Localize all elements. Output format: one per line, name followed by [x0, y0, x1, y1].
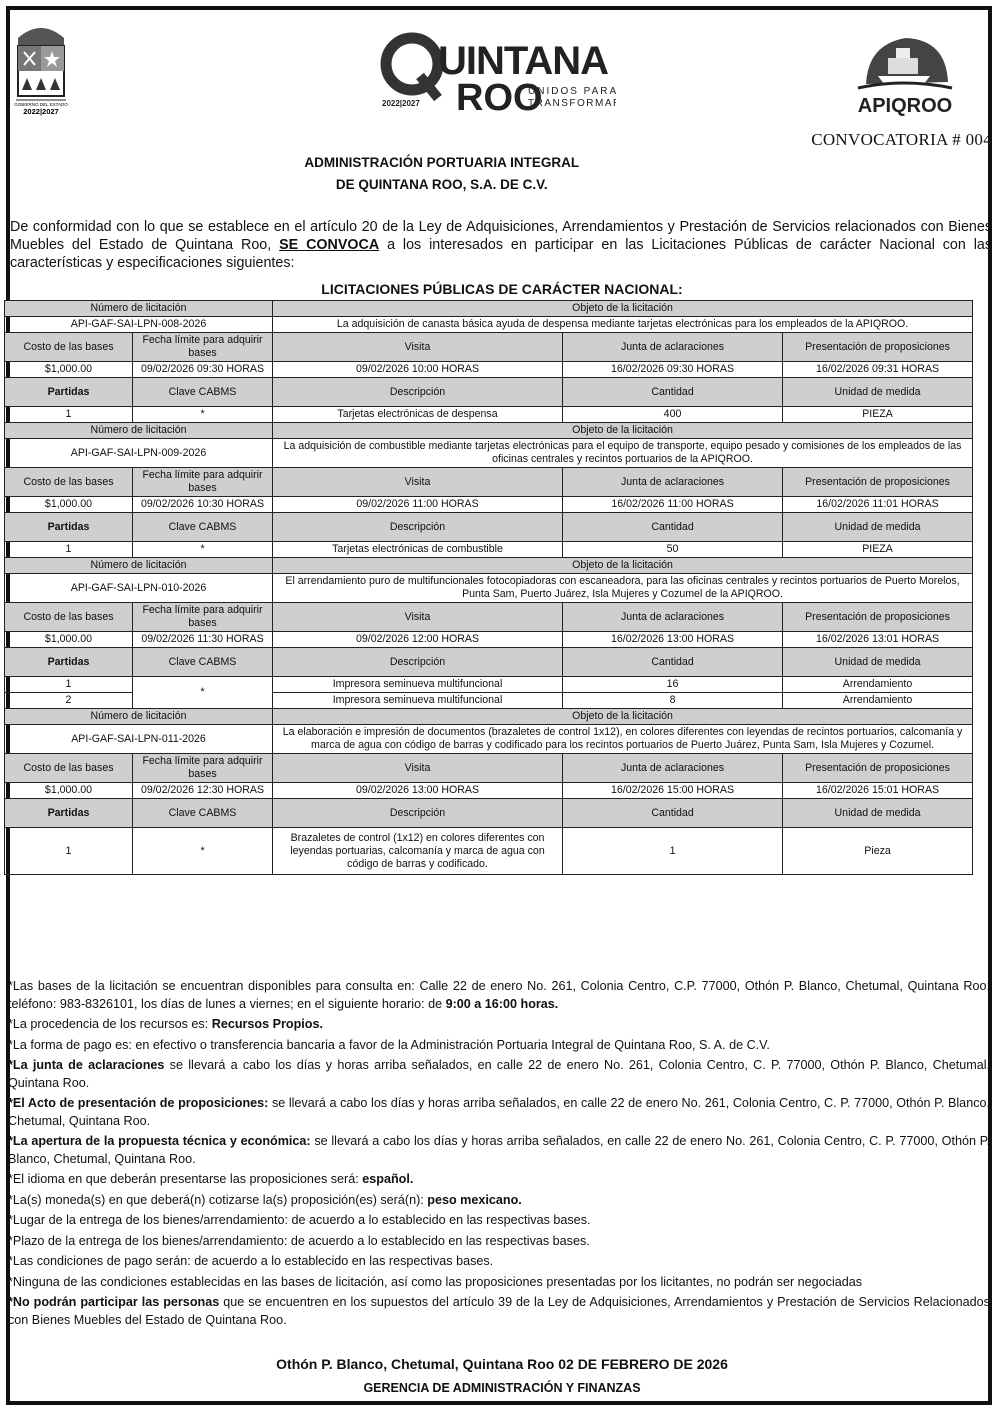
quintana-roo-logo [376, 26, 616, 112]
partida-description: Impresora seminueva multifuncional [273, 693, 563, 709]
visita-header: Visita [273, 603, 563, 632]
clave-header: Clave CABMS [133, 799, 273, 828]
visita-value: 09/02/2026 13:00 HORAS [273, 783, 563, 799]
table-row [5, 542, 973, 558]
table-row [5, 677, 973, 693]
partida-quantity: 1 [563, 828, 783, 875]
partida-quantity: 400 [563, 407, 783, 423]
junta-header: Junta de aclaraciones [563, 333, 783, 362]
organization-name [0, 152, 944, 196]
signature-office: GERENCIA DE ADMINISTRACIÓN Y FINANZAS [363, 1381, 641, 1395]
partidas-header: Partidas [5, 648, 133, 677]
fecha-limite-value: 09/02/2026 11:30 HORAS [133, 632, 273, 648]
presentacion-header: Presentación de proposiciones [783, 754, 973, 783]
note-bases [8, 978, 990, 1013]
partida-number: 1 [5, 407, 133, 423]
licitacion-object: La adquisición de combustible mediante tarjetas electrónicas para el equipo de transporte, equipo pesado y comisiones de los empleados de las oficinas centrales y recintos portuarios de la APIQROO. [273, 439, 973, 468]
intro-paragraph [10, 218, 992, 272]
cantidad-header: Cantidad [563, 513, 783, 542]
partida-unit: Arrendamiento [783, 677, 973, 693]
table-row [5, 783, 973, 799]
objeto-header: Objeto de la licitación [273, 558, 973, 574]
org-line-1: ADMINISTRACIÓN PORTUARIA INTEGRAL [304, 155, 580, 170]
table-row [5, 513, 973, 542]
apiqroo-logo [848, 26, 958, 122]
visita-header: Visita [273, 754, 563, 783]
note-pago: *La forma de pago es: en efectivo o transferencia bancaria a favor de la Administración Portuaria Integral de Quintana Roo, S. A. de C.V. [8, 1037, 770, 1052]
visita-header: Visita [273, 333, 563, 362]
note-presentacion [8, 1095, 990, 1130]
note-moneda [8, 1192, 990, 1210]
table-row [5, 558, 973, 574]
cantidad-header: Cantidad [563, 799, 783, 828]
note-idioma-text: *El idioma en que deberán presentarse las proposiciones será: [8, 1172, 363, 1186]
note-bases-text: *Las bases de la licitación se encuentran disponibles para consulta en: Calle 22 de enero No. 261, Colonia Centro, C.P. 77000, Othón P. Blanco, Chetumal, Quintana Roo; teléfono: 983-8326101, los días de lunes a viernes; en el siguiente horario: de [8, 979, 990, 1011]
cantidad-header: Cantidad [563, 648, 783, 677]
licitacion-object: La elaboración e impresión de documentos (brazaletes de control 1x12), en colores diferentes con leyendas de recintos portuarios, calcomanía y marca de agua con código de barras y codificado para los recintos portuarios de Puerto Juárez, Punta Sam, Isla Mujeres y Cozumel. [273, 725, 973, 754]
partida-number: 2 [5, 693, 133, 709]
fecha-limite-header: Fecha límite para adquirir bases [133, 754, 273, 783]
table-row [5, 828, 973, 875]
table-row [5, 799, 973, 828]
descripcion-header: Descripción [273, 648, 563, 677]
note-moneda-value: peso mexicano. [427, 1192, 522, 1207]
note-condiciones: *Las condiciones de pago serán: de acuerdo a lo establecido en las respectivas bases. [8, 1254, 494, 1268]
note-recursos [8, 1016, 990, 1034]
costo-value: $1,000.00 [5, 362, 133, 378]
svg-text:ROO: ROO [456, 77, 543, 112]
numero-header: Número de licitación [5, 709, 273, 725]
unidad-header: Unidad de medida [783, 799, 973, 828]
presentacion-value: 16/02/2026 15:01 HORAS [783, 783, 973, 799]
table-row [5, 648, 973, 677]
note-idioma [8, 1171, 990, 1189]
svg-text:GOBIERNO DEL ESTADO: GOBIERNO DEL ESTADO [14, 102, 68, 107]
partida-description: Impresora seminueva multifuncional [273, 677, 563, 693]
note-junta [8, 1057, 990, 1092]
convocatoria-number: CONVOCATORIA # 004 [811, 130, 992, 149]
partida-description: Tarjetas electrónicas de despensa [273, 407, 563, 423]
presentacion-header: Presentación de proposiciones [783, 333, 973, 362]
se-convoca-text: SE CONVOCA [279, 237, 380, 253]
svg-text:APIQROO: APIQROO [857, 95, 953, 117]
costo-value: $1,000.00 [5, 783, 133, 799]
table-row [5, 497, 973, 513]
objeto-header: Objeto de la licitación [273, 709, 973, 725]
partida-number: 1 [5, 542, 133, 558]
table-row [5, 574, 973, 603]
svg-text:UINTANA: UINTANA [438, 39, 609, 83]
junta-value: 16/02/2026 13:00 HORAS [563, 632, 783, 648]
costo-header: Costo de las bases [5, 468, 133, 497]
table-row [5, 709, 973, 725]
note-presentacion-text: se llevará a cabo los días y horas arriba señalados, en calle 22 de enero No. 261, Colonia Centro, C. P. 77000, Othón P. Blanco, Chetumal, Quintana Roo. [8, 1096, 990, 1128]
fecha-limite-value: 09/02/2026 10:30 HORAS [133, 497, 273, 513]
note-recursos-value: Recursos Propios. [211, 1017, 323, 1031]
partida-unit: Pieza [783, 828, 973, 875]
cantidad-header: Cantidad [563, 378, 783, 407]
visita-value: 09/02/2026 12:00 HORAS [273, 632, 563, 648]
licitacion-number: API-GAF-SAI-LPN-009-2026 [5, 439, 273, 468]
clave-value: * [133, 828, 273, 875]
note-idioma-value: español. [362, 1172, 414, 1186]
note-plazo: *Plazo de la entrega de los bienes/arrendamiento: de acuerdo a lo establecido en las respectivas bases. [8, 1233, 590, 1248]
descripcion-header: Descripción [273, 513, 563, 542]
note-apertura-label: *La apertura de la propuesta técnica y económica: [8, 1134, 311, 1148]
note-apertura-text: se llevará a cabo los días y horas arriba señalados, en calle 22 de enero No. 261, Colonia Centro, C. P. 77000, Othón P. Blanco, Chetumal, Quintana Roo. [8, 1134, 990, 1166]
note-junta-label: *La junta de aclaraciones [8, 1058, 165, 1072]
org-line-2: DE QUINTANA ROO, S.A. DE C.V. [335, 177, 548, 192]
clave-value: * [133, 407, 273, 423]
costo-value: $1,000.00 [5, 497, 133, 513]
unidad-header: Unidad de medida [783, 648, 973, 677]
licitacion-number: API-GAF-SAI-LPN-010-2026 [5, 574, 273, 603]
unidad-header: Unidad de medida [783, 513, 973, 542]
partida-number: 1 [5, 677, 133, 693]
partida-unit: PIEZA [783, 542, 973, 558]
fecha-limite-header: Fecha límite para adquirir bases [133, 333, 273, 362]
partida-quantity: 50 [563, 542, 783, 558]
section-title: LICITACIONES PÚBLICAS DE CARÁCTER NACIONAL: [321, 281, 683, 297]
numero-header: Número de licitación [5, 423, 273, 439]
partidas-header: Partidas [5, 513, 133, 542]
presentacion-header: Presentación de proposiciones [783, 603, 973, 632]
intro-text-2: a los interesados en participar en las Licitaciones Públicas de carácter Nacional con las características y especificaciones siguientes: [10, 237, 992, 271]
table-row [5, 439, 973, 468]
visita-header: Visita [273, 468, 563, 497]
junta-value: 16/02/2026 09:30 HORAS [563, 362, 783, 378]
junta-header: Junta de aclaraciones [563, 603, 783, 632]
partida-unit: PIEZA [783, 407, 973, 423]
numero-header: Número de licitación [5, 558, 273, 574]
objeto-header: Objeto de la licitación [273, 423, 973, 439]
numero-header: Número de licitación [5, 301, 273, 317]
note-no-participar-text: que se encuentren en los supuestos del artículo 39 de la Ley de Adquisiciones, Arrendamientos y Prestación de Servicios Relacionados con Bienes Muebles del Estado de Quintana Roo. [8, 1295, 990, 1327]
table-row [5, 378, 973, 407]
licitaciones-table [4, 300, 973, 875]
svg-text:UNIDOS PARA: UNIDOS PARA [528, 86, 616, 97]
note-no-participar [8, 1294, 990, 1329]
descripcion-header: Descripción [273, 799, 563, 828]
svg-text:2022|2027: 2022|2027 [382, 99, 420, 108]
clave-value: * [133, 677, 273, 709]
partida-quantity: 8 [563, 693, 783, 709]
junta-value: 16/02/2026 15:00 HORAS [563, 783, 783, 799]
svg-text:TRANSFORMAR: TRANSFORMAR [528, 98, 616, 109]
junta-header: Junta de aclaraciones [563, 468, 783, 497]
notes-section [8, 978, 990, 1332]
clave-header: Clave CABMS [133, 513, 273, 542]
note-apertura [8, 1133, 990, 1168]
fecha-limite-value: 09/02/2026 09:30 HORAS [133, 362, 273, 378]
table-row [5, 754, 973, 783]
note-presentacion-label: *El Acto de presentación de proposiciones: [8, 1096, 269, 1110]
costo-header: Costo de las bases [5, 603, 133, 632]
objeto-header: Objeto de la licitación [273, 301, 973, 317]
costo-header: Costo de las bases [5, 333, 133, 362]
presentacion-value: 16/02/2026 09:31 HORAS [783, 362, 973, 378]
partida-unit: Arrendamiento [783, 693, 973, 709]
table-row [5, 362, 973, 378]
svg-text:2022|2027: 2022|2027 [23, 107, 59, 116]
table-row [5, 407, 973, 423]
presentacion-value: 16/02/2026 11:01 HORAS [783, 497, 973, 513]
clave-value: * [133, 542, 273, 558]
note-recursos-text: *La procedencia de los recursos es: [8, 1017, 212, 1031]
partidas-header: Partidas [5, 799, 133, 828]
note-bases-hours: 9:00 a 16:00 horas. [445, 996, 559, 1011]
partida-description: Brazaletes de control (1x12) en colores diferentes con leyendas portuarias, calcomanía y marca de agua con código de barras y codificado. [273, 828, 563, 875]
licitacion-number: API-GAF-SAI-LPN-011-2026 [5, 725, 273, 754]
state-coat-of-arms-logo [10, 16, 72, 116]
table-row [5, 725, 973, 754]
costo-value: $1,000.00 [5, 632, 133, 648]
table-row [5, 423, 973, 439]
visita-value: 09/02/2026 10:00 HORAS [273, 362, 563, 378]
table-row [5, 603, 973, 632]
table-row [5, 301, 973, 317]
descripcion-header: Descripción [273, 378, 563, 407]
partida-quantity: 16 [563, 677, 783, 693]
clave-header: Clave CABMS [133, 648, 273, 677]
table-row [5, 632, 973, 648]
partida-number: 1 [5, 828, 133, 875]
note-moneda-text: *La(s) moneda(s) en que deberá(n) cotizarse la(s) proposición(es) será(n): [8, 1192, 428, 1207]
junta-header: Junta de aclaraciones [563, 754, 783, 783]
fecha-limite-header: Fecha límite para adquirir bases [133, 468, 273, 497]
fecha-limite-value: 09/02/2026 12:30 HORAS [133, 783, 273, 799]
note-lugar: *Lugar de la entrega de los bienes/arrendamiento: de acuerdo a lo establecido en las respectivas bases. [8, 1213, 591, 1227]
costo-header: Costo de las bases [5, 754, 133, 783]
licitacion-object: El arrendamiento puro de multifuncionales fotocopiadoras con escaneadora, para las oficinas centrales y recintos portuarios de Puerto Morelos, Punta Sam, Puerto Juárez, Isla Mujeres y Cozumel de la APIQROO. [273, 574, 973, 603]
presentacion-value: 16/02/2026 13:01 HORAS [783, 632, 973, 648]
visita-value: 09/02/2026 11:00 HORAS [273, 497, 563, 513]
junta-value: 16/02/2026 11:00 HORAS [563, 497, 783, 513]
licitacion-object: La adquisición de canasta básica ayuda de despensa mediante tarjetas electrónicas para los empleados de la APIQROO. [273, 317, 973, 333]
partidas-header: Partidas [5, 378, 133, 407]
intro-text-1: De conformidad con lo que se establece en el artículo 20 de la Ley de Adquisiciones, Arrendamientos y Prestación de Servicios relacionados con Bienes Muebles del Estado de Quintana Roo, [10, 219, 992, 253]
table-row [5, 317, 973, 333]
note-negociacion: *Ninguna de las condiciones establecidas en las bases de licitación, así como las proposiciones presentadas por los licitantes, no podrán ser negociadas [8, 1274, 863, 1289]
licitacion-number: API-GAF-SAI-LPN-008-2026 [5, 317, 273, 333]
note-junta-text: se llevará a cabo los días y horas arriba señalados, en calle 22 de enero No. 261, Colonia Centro, C. P. 77000, Othón P. Blanco, Chetumal, Quintana Roo. [8, 1058, 991, 1090]
table-row [5, 333, 973, 362]
unidad-header: Unidad de medida [783, 378, 973, 407]
clave-header: Clave CABMS [133, 378, 273, 407]
partida-description: Tarjetas electrónicas de combustible [273, 542, 563, 558]
table-row [5, 468, 973, 497]
place-date: Othón P. Blanco, Chetumal, Quintana Roo 02 DE FEBRERO DE 2026 [276, 1356, 728, 1372]
fecha-limite-header: Fecha límite para adquirir bases [133, 603, 273, 632]
note-no-participar-label: *No podrán participar las personas [8, 1295, 220, 1309]
presentacion-header: Presentación de proposiciones [783, 468, 973, 497]
